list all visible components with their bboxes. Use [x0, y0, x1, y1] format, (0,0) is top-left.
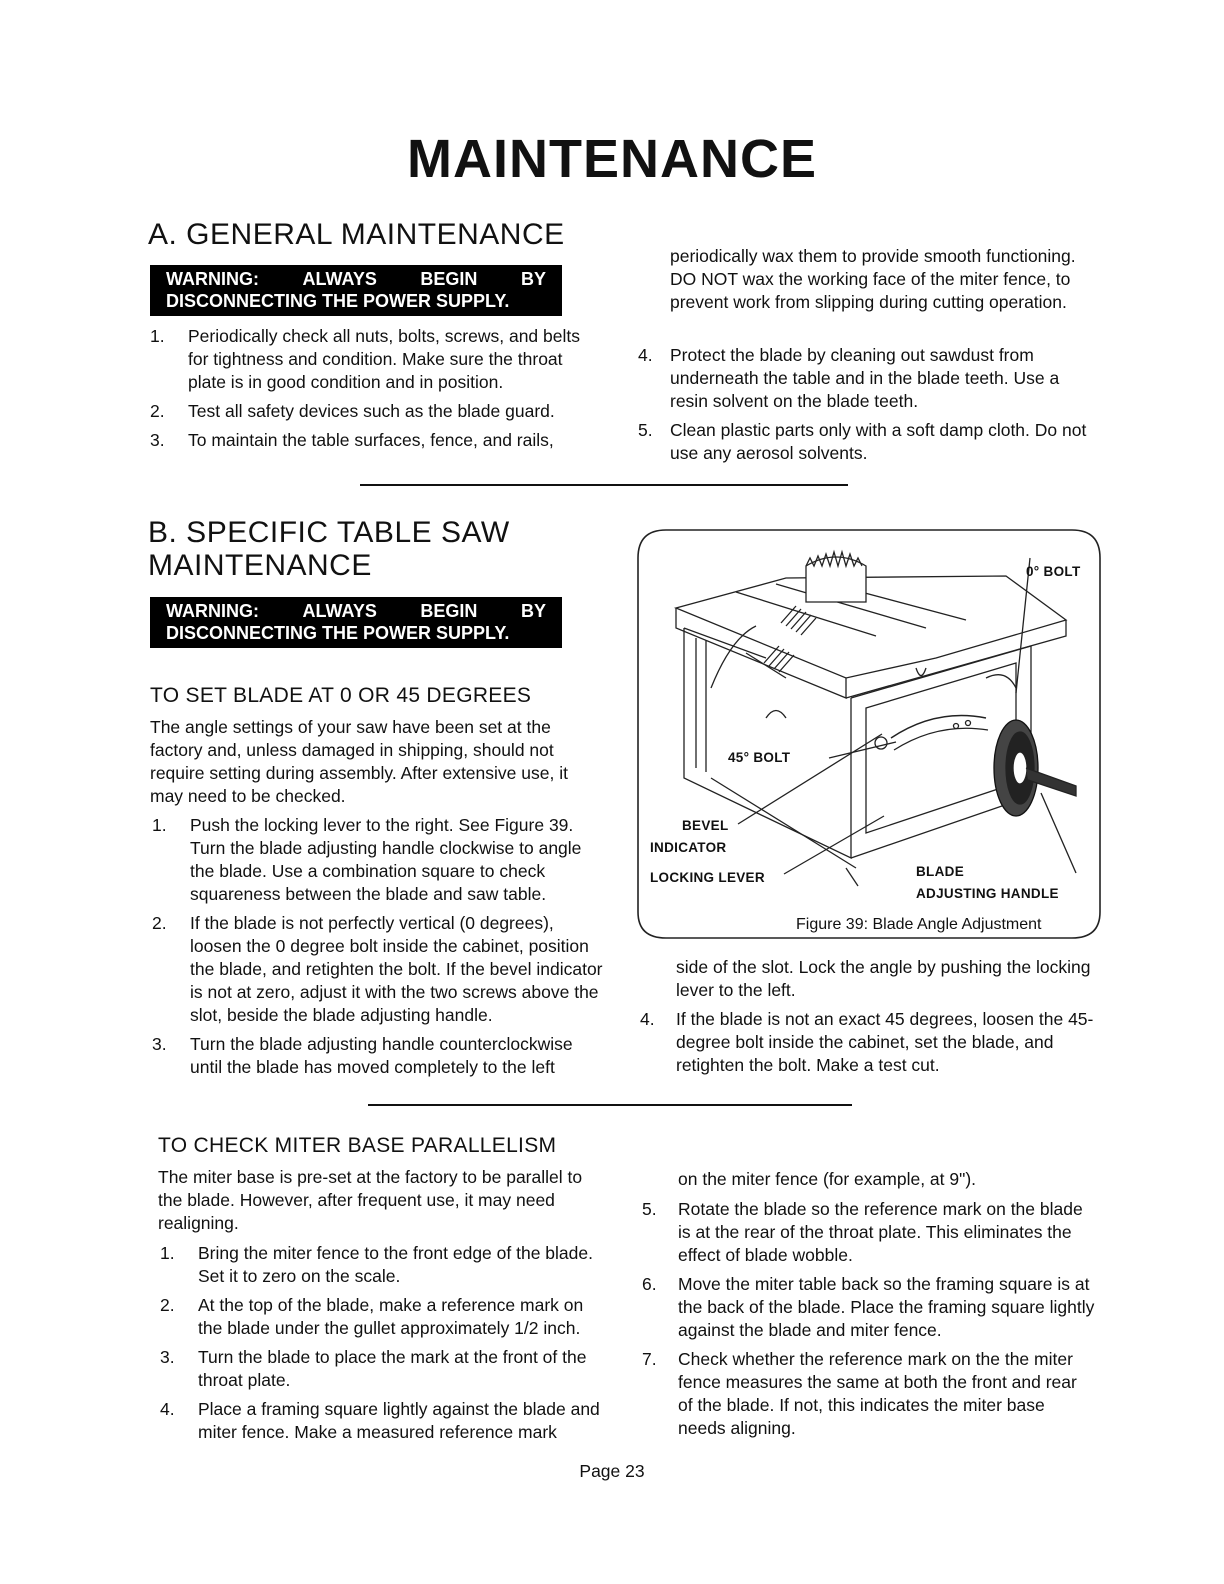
item-text: Push the locking lever to the right. See Figure 39. Turn the blade adjusting handle clockwise to angle the blade. Use a combination square to check squareness between the blade and saw table.	[190, 815, 582, 904]
page-title: MAINTENANCE	[407, 129, 817, 189]
section-b-continuation: side of the slot. Lock the angle by pushing the locking lever to the left.	[676, 957, 1091, 1000]
item-text: Rotate the blade so the reference mark on the blade is at the rear of the throat plate. This eliminates the effect of blade wobble.	[678, 1199, 1083, 1265]
section-a-heading: A. GENERAL MAINTENANCE	[148, 218, 565, 251]
item-text: Move the miter table back so the framing square is at the back of the blade. Place the framing square lightly against the blade and miter fence.	[678, 1274, 1095, 1340]
page-number: Page 23	[579, 1461, 645, 1481]
section-a-continuation: periodically wax them to provide smooth functioning. DO NOT wax the working face of the miter fence, to prevent work from slipping during cutting operation.	[670, 246, 1076, 312]
warning-word-1: WARNING:	[166, 269, 259, 289]
warning-word-4: BY	[520, 601, 546, 621]
list-item	[638, 1008, 1094, 1077]
item-number: 7.	[642, 1349, 657, 1369]
label-0-degree-bolt: 0° BOLT	[1026, 564, 1081, 579]
section-b-subheading: TO SET BLADE AT 0 OR 45 DEGREES	[150, 684, 532, 707]
item-text: If the blade is not perfectly vertical (0 degrees), loosen the 0 degree bolt inside the cabinet, position the blade, and retighten the bolt. If the bevel indicator is not at zero, adjust it with the two screws above the slot, beside the blade adjusting handle.	[190, 913, 603, 1025]
item-number: 2.	[150, 401, 165, 421]
section-b-intro: The angle settings of your saw have been set at the factory and, unless damaged in shipping, should not require setting during assembly. After extensive use, it may need to be checked.	[150, 717, 568, 806]
item-text: To maintain the table surfaces, fence, and rails,	[188, 430, 554, 450]
label-locking-lever: LOCKING LEVER	[650, 870, 765, 885]
list-item	[158, 1398, 610, 1444]
item-number: 3.	[160, 1347, 175, 1367]
section-c-list-left	[158, 1242, 610, 1450]
item-number: 3.	[150, 430, 165, 450]
figure-39	[636, 528, 1102, 942]
divider	[368, 1104, 852, 1106]
warning-line-2: DISCONNECTING THE POWER SUPPLY.	[166, 623, 510, 643]
list-item	[636, 419, 1092, 465]
list-item	[640, 1198, 1096, 1267]
item-number: 4.	[640, 1009, 655, 1029]
section-a-list-left	[148, 325, 603, 458]
section-b-heading-line-2: MAINTENANCE	[148, 549, 372, 582]
item-text: Test all safety devices such as the blade guard.	[188, 401, 555, 421]
warning-word-1: WARNING:	[166, 601, 259, 621]
item-number: 4.	[160, 1399, 175, 1419]
item-number: 6.	[642, 1274, 657, 1294]
label-bevel-indicator-line-1: BEVEL	[682, 818, 729, 833]
section-b-warning	[150, 597, 562, 648]
list-item	[640, 1273, 1096, 1342]
item-text: Protect the blade by cleaning out sawdust from underneath the table and in the blade teeth. Use a resin solvent on the blade teeth.	[670, 345, 1060, 411]
item-number: 1.	[152, 815, 167, 835]
list-item	[158, 1346, 610, 1392]
section-b-list-right	[638, 1008, 1094, 1083]
list-item	[148, 325, 603, 394]
warning-line-2: DISCONNECTING THE POWER SUPPLY.	[166, 291, 510, 311]
item-number: 2.	[160, 1295, 175, 1315]
warning-word-3: BEGIN	[420, 269, 478, 289]
figure-caption: Figure 39: Blade Angle Adjustment	[796, 916, 1042, 933]
label-blade-adjusting-handle-line-2: ADJUSTING HANDLE	[916, 886, 1059, 901]
list-item	[636, 344, 1092, 413]
item-number: 1.	[160, 1243, 175, 1263]
item-text: At the top of the blade, make a reference mark on the blade under the gullet approximately 1/2 inch.	[198, 1295, 584, 1338]
section-c-intro: The miter base is pre-set at the factory to be parallel to the blade. However, after frequent use, it may need realigning.	[158, 1167, 583, 1233]
list-item	[150, 814, 605, 906]
item-number: 4.	[638, 345, 653, 365]
section-c-subheading: TO CHECK MITER BASE PARALLELISM	[158, 1134, 557, 1157]
section-b-list-left	[150, 814, 605, 1085]
item-text: Turn the blade adjusting handle counterclockwise until the blade has moved completely to the left	[190, 1034, 573, 1077]
item-text: Clean plastic parts only with a soft damp cloth. Do not use any aerosol solvents.	[670, 420, 1087, 463]
item-number: 2.	[152, 913, 167, 933]
list-item	[158, 1294, 610, 1340]
item-text: Place a framing square lightly against the blade and miter fence. Make a measured reference mark	[198, 1399, 600, 1442]
warning-word-4: BY	[520, 269, 546, 289]
section-a-list-right	[636, 344, 1092, 471]
label-blade-adjusting-handle-line-1: BLADE	[916, 864, 964, 879]
divider	[360, 484, 848, 486]
warning-word-2: ALWAYS	[302, 269, 377, 289]
item-text: Turn the blade to place the mark at the front of the throat plate.	[198, 1347, 587, 1390]
item-text: Bring the miter fence to the front edge of the blade. Set it to zero on the scale.	[198, 1243, 593, 1286]
item-text: If the blade is not an exact 45 degrees, loosen the 45-degree bolt inside the cabinet, set the blade, and retighten the bolt. Make a test cut.	[676, 1009, 1094, 1075]
section-b-heading-line-1: B. SPECIFIC TABLE SAW	[148, 516, 510, 549]
label-bevel-indicator-line-2: INDICATOR	[650, 840, 727, 855]
item-number: 1.	[150, 326, 165, 346]
section-b-heading	[148, 516, 510, 582]
section-a-warning	[150, 265, 562, 316]
list-item	[150, 912, 605, 1027]
list-item	[158, 1242, 610, 1288]
label-45-degree-bolt: 45° BOLT	[728, 750, 791, 765]
item-number: 5.	[638, 420, 653, 440]
list-item	[150, 1033, 605, 1079]
warning-word-3: BEGIN	[420, 601, 478, 621]
list-item	[148, 429, 603, 452]
item-text: Periodically check all nuts, bolts, screws, and belts for tightness and condition. Make sure the throat plate is in good condition and in position.	[188, 326, 580, 392]
list-item	[640, 1348, 1096, 1440]
list-item	[148, 400, 603, 423]
item-number: 5.	[642, 1199, 657, 1219]
item-number: 3.	[152, 1034, 167, 1054]
warning-word-2: ALWAYS	[302, 601, 377, 621]
section-c-continuation: on the miter fence (for example, at 9").	[678, 1169, 977, 1189]
section-c-list-right	[640, 1198, 1096, 1446]
item-text: Check whether the reference mark on the the miter fence measures the same at both the front and rear of the blade. If not, this indicates the miter base needs aligning.	[678, 1349, 1077, 1438]
